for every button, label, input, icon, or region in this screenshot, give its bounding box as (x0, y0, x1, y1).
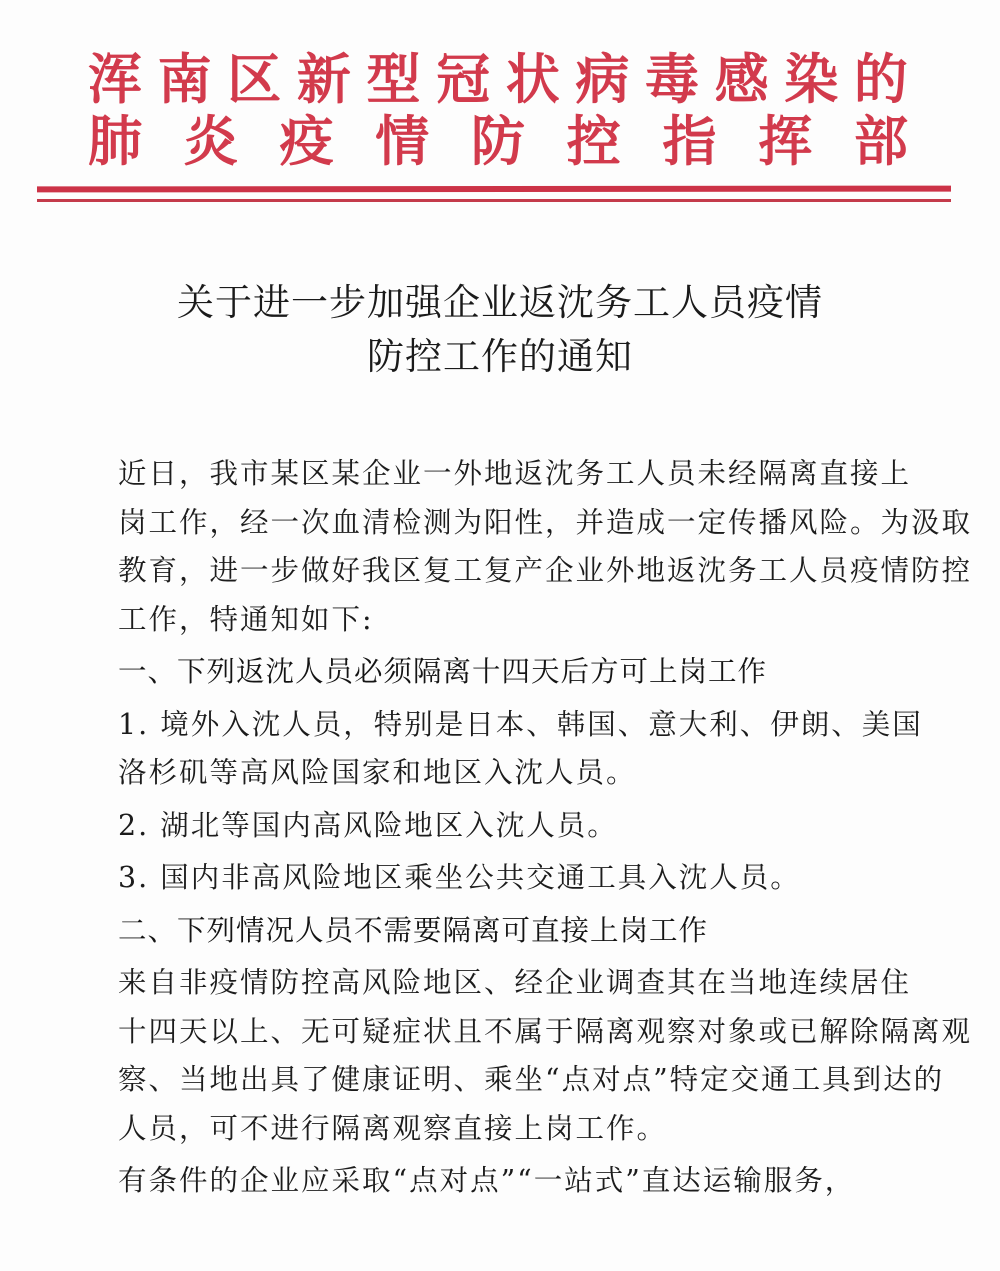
text-line: 察、当地出具了健康证明、乘坐“点对点”特定交通工具到达的 (118, 1063, 945, 1096)
masthead-char: 情 (375, 109, 430, 173)
masthead-char: 浑 (88, 47, 142, 111)
section-1-item-3 (55, 854, 935, 903)
section-2-paragraph (55, 959, 973, 1153)
section-1-item-1 (55, 701, 935, 798)
text-line: 来自非疫情防控高风险地区、经企业调查其在当地连续居住 (118, 966, 912, 999)
masthead-char: 指 (662, 109, 717, 173)
section-1-heading: 一、下列返沈人员必须隔离十四天后方可上岗工作 (118, 655, 768, 688)
masthead-char: 防 (471, 109, 525, 173)
masthead-char: 毒 (645, 47, 699, 111)
masthead (88, 48, 908, 172)
text-line: 洛杉矶等高风险国家和地区入沈人员。 (118, 756, 637, 789)
text-line: 工作，特通知如下: (118, 602, 374, 636)
masthead-char: 新 (296, 47, 351, 111)
text-line: 2. 湖北等国内高风险地区入沈人员。 (118, 808, 618, 842)
masthead-char: 冠 (436, 47, 491, 111)
text-line: 3. 国内非高风险地区乘坐公共交通工具入沈人员。 (118, 861, 801, 894)
masthead-char: 的 (853, 47, 908, 111)
text-line: 人员，可不进行隔离观察直接上岗工作。 (118, 1111, 668, 1145)
masthead-char: 部 (854, 109, 908, 173)
masthead-char: 南 (157, 47, 212, 111)
text-line: 教育，进一步做好我区复工复产企业外地返沈务工人员疫情防控 (118, 554, 973, 587)
masthead-line-2 (88, 110, 908, 172)
masthead-char: 状 (505, 47, 560, 111)
masthead-char: 挥 (758, 109, 813, 173)
text-line: 岗工作，经一次血清检测为阳性，并造成一定传播风险。为汲取 (118, 505, 973, 539)
masthead-char: 肺 (88, 109, 142, 173)
masthead-char: 感 (714, 47, 769, 111)
masthead-char: 染 (784, 47, 839, 111)
text-line: 近日，我市某区某企业一外地返沈务工人员未经隔离直接上 (118, 457, 912, 490)
section-2-heading: 二、下列情况人员不需要隔离可直接上岗工作 (118, 913, 709, 947)
intro-paragraph (55, 450, 973, 644)
section-2-trailing-paragraph (55, 1157, 935, 1206)
document-body (55, 450, 973, 1210)
masthead-char: 疫 (279, 109, 334, 173)
masthead-char: 区 (227, 47, 282, 111)
masthead-char: 炎 (183, 109, 238, 173)
masthead-line-1 (88, 48, 908, 110)
masthead-char: 控 (566, 109, 621, 173)
title-line-1: 关于进一步加强企业返沈务工人员疫情 (177, 281, 823, 324)
text-line: 十四天以上、无可疑症状且不属于隔离观察对象或已解除隔离观 (118, 1014, 973, 1048)
section-1-item-2 (55, 802, 935, 851)
text-line: 1. 境外入沈人员，特别是日本、韩国、意大利、伊朗、美国 (118, 707, 923, 741)
masthead-char: 病 (575, 47, 630, 111)
text-line: 有条件的企业应采取“点对点”“一站式”直达运输服务， (118, 1164, 856, 1197)
masthead-char: 型 (366, 47, 421, 111)
document-title (0, 276, 1000, 384)
masthead-rule-thick (37, 186, 951, 193)
masthead-rule-thin (37, 199, 951, 202)
title-line-2: 防控工作的通知 (367, 335, 633, 378)
